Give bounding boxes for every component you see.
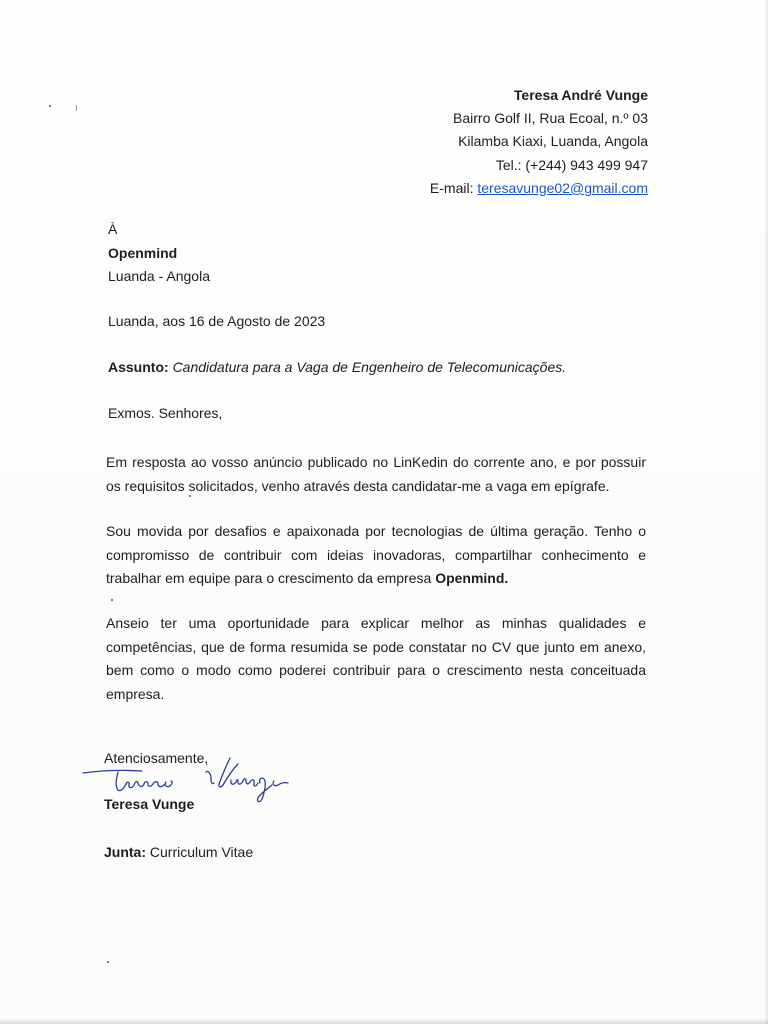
paragraph-1: Em resposta ao vosso anúncio publicado no LinKedin do corrente ano, e por possuir os requisitos solicitados, venho através desta candidatar-me a vaga em epígrafe.: [106, 454, 646, 494]
sender-address-line2: Kilamba Kiaxi, Luanda, Angola: [458, 133, 648, 150]
greeting: Exmos. Senhores,: [108, 405, 223, 421]
paragraph-2: [106, 520, 646, 591]
paragraph-2-text: Sou movida por desafios e apaixonada por tecnologias de última geração. Tenho o compromisso de contribuir com ideias inovadoras, compartilhar conhecimento e trabalhar em equipe para o crescimento da empresa: [106, 523, 646, 586]
signer-name: Teresa Vunge: [104, 796, 195, 812]
recipient-location: Luanda - Angola: [108, 268, 210, 284]
recipient-block: [108, 218, 210, 289]
paragraph-2-company: Openmind.: [435, 570, 509, 586]
scan-speck: [107, 961, 109, 963]
subject-text: Candidatura para a Vaga de Engenheiro de Telecomunicações.: [172, 359, 567, 375]
sender-email-line: [430, 177, 648, 200]
scan-edge: [0, 1018, 768, 1024]
enclosure-text: Curriculum Vitae: [146, 844, 254, 860]
enclosure-label: Junta:: [104, 844, 146, 860]
scan-speck: [49, 105, 51, 107]
sender-phone: Tel.: (+244) 943 499 947: [495, 156, 648, 173]
sender-address-line1: Bairro Golf II, Rua Ecoal, n.º 03: [453, 110, 648, 127]
subject-line: [108, 359, 566, 375]
subject-label: Assunto:: [108, 359, 169, 375]
sender-block: [430, 84, 648, 200]
scan-speck: [111, 599, 113, 601]
sender-name: Teresa André Vunge: [513, 87, 648, 103]
recipient-company: Openmind: [108, 244, 178, 261]
sender-email-link[interactable]: teresavunge02@gmail.com: [477, 179, 648, 196]
scan-speck: [76, 105, 77, 111]
recipient-prefix: À: [108, 221, 118, 237]
closing: Atenciosamente,: [104, 750, 209, 766]
letter-date: Luanda, aos 16 de Agosto de 2023: [108, 313, 326, 329]
enclosure-line: [104, 844, 253, 860]
paragraph-3: Anseio ter uma oportunidade para explicar melhor as minhas qualidades e competências, que de forma resumida se pode constatar no CV que junto em anexo, bem como o modo como poderei contribuir para o crescimento nesta conceituada empresa.: [106, 615, 646, 702]
sender-email-label: E-mail:: [429, 179, 478, 196]
scan-edge: [764, 0, 768, 1024]
